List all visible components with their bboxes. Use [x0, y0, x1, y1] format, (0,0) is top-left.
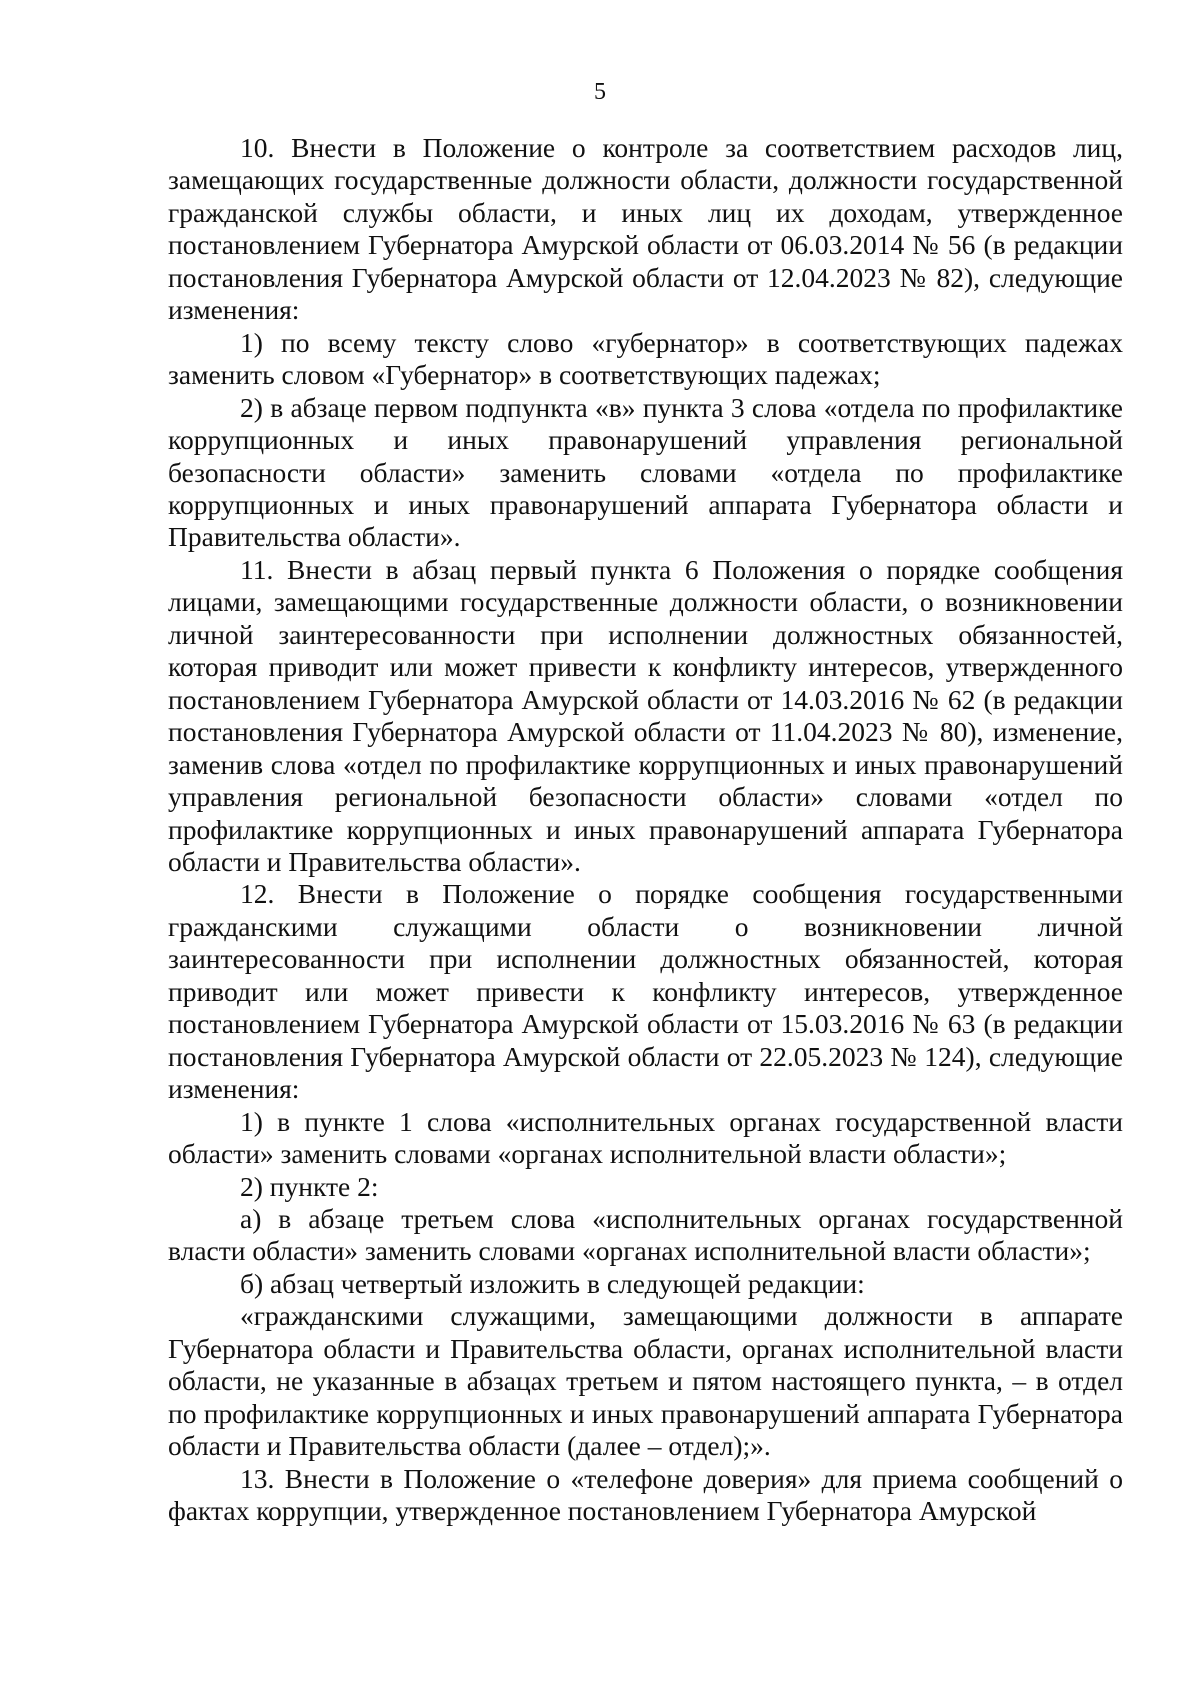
paragraph-12-item-1: 1) в пункте 1 слова «исполнительных органах государственной власти области» заменить словами «органах исполнительной власти области»; [168, 1105, 1123, 1170]
page-number: 5 [594, 79, 606, 105]
paragraph-11: 11. Внести в абзац первый пункта 6 Положения о порядке сообщения лицами, замещающими государственные должности области, о возникновении личной заинтересованности при исполнении должностных обязанностей, которая приводит или может привести к конфликту интересов, утвержденного постановлением Губернатора Амурской области от 14.03.2016 № 62 (в редакции постановления Губернатора Амурской области от 11.04.2023 № 80), изменение, заменив слова «отдел по профилактике коррупционных и иных правонарушений управления региональной безопасности области» словами «отдел по профилактике коррупционных и иных правонарушений аппарата Губернатора области и Правительства области». [168, 553, 1123, 877]
paragraph-10-item-1: 1) по всему тексту слово «губернатор» в соответствующих падежах заменить словом «Губернатор» в соответствующих падежах; [168, 326, 1123, 391]
document-body [168, 132, 1123, 1527]
paragraph-10-item-2: 2) в абзаце первом подпункта «в» пункта 3 слова «отдела по профилактике коррупционных и иных правонарушений управления региональной безопасности области» заменить словами «отдела по профилактике коррупционных и иных правонарушений аппарата Губернатора области и Правительства области». [168, 391, 1123, 553]
paragraph-10: 10. Внести в Положение о контроле за соответствием расходов лиц, замещающих государственные должности области, должности государственной гражданской службы области, и иных лиц их доходам, утвержденное постановлением Губернатора Амурской области от 06.03.2014 № 56 (в редакции постановления Губернатора Амурской области от 12.04.2023 № 82), следующие изменения: [168, 132, 1123, 326]
paragraph-12: 12. Внести в Положение о порядке сообщения государственными гражданскими служащими области о возникновении личной заинтересованности при исполнении должностных обязанностей, которая приводит или может привести к конфликту интересов, утвержденное постановлением Губернатора Амурской области от 15.03.2016 № 63 (в редакции постановления Губернатора Амурской области от 22.05.2023 № 124), следующие изменения: [168, 878, 1123, 1105]
paragraph-13: 13. Внести в Положение о «телефоне доверия» для приема сообщений о фактах коррупции, утвержденное постановлением Губернатора Амурской [168, 1462, 1123, 1527]
paragraph-12-item-2a: а) в абзаце третьем слова «исполнительных органах государственной власти области» заменить словами «органах исполнительной власти области»; [168, 1202, 1123, 1267]
paragraph-12-item-2: 2) пункте 2: [240, 1170, 379, 1202]
paragraph-12-quote: «гражданскими служащими, замещающими должности в аппарате Губернатора области и Правительства области, органах исполнительной власти области, не указанные в абзацах третьем и пятом настоящего пункта, – в отдел по профилактике коррупционных и иных правонарушений аппарата Губернатора области и Правительства области (далее – отдел);». [168, 1300, 1123, 1462]
paragraph-12-item-2b: б) абзац четвертый изложить в следующей редакции: [240, 1267, 865, 1299]
